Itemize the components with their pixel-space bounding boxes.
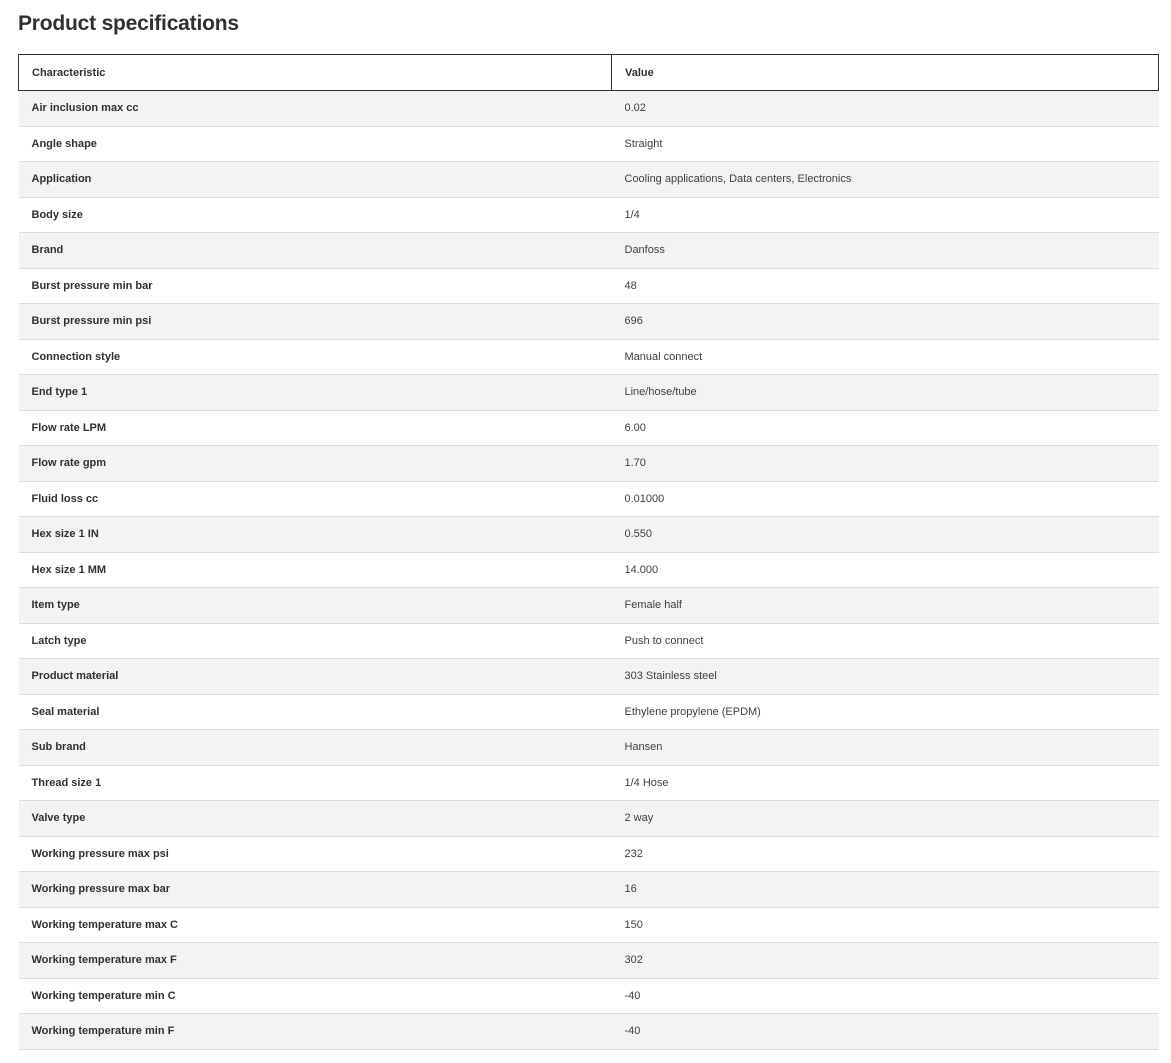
spec-characteristic: Application	[19, 162, 612, 198]
spec-value: Push to connect	[612, 623, 1159, 659]
table-row	[19, 126, 1159, 162]
spec-characteristic: Fluid loss cc	[19, 481, 612, 517]
spec-characteristic: Sub brand	[19, 730, 612, 766]
spec-value: 6.00	[612, 410, 1159, 446]
table-row	[19, 446, 1159, 482]
table-row	[19, 730, 1159, 766]
spec-value: 0.01000	[612, 481, 1159, 517]
spec-characteristic: Product material	[19, 659, 612, 695]
table-row	[19, 481, 1159, 517]
table-row	[19, 836, 1159, 872]
section-title: Product specifications	[18, 12, 239, 35]
spec-characteristic: Connection style	[19, 339, 612, 375]
table-row	[19, 552, 1159, 588]
spec-value: 150	[612, 907, 1159, 943]
spec-value: 1.70	[612, 446, 1159, 482]
spec-value: Line/hose/tube	[612, 375, 1159, 411]
spec-characteristic: Burst pressure min psi	[19, 304, 612, 340]
table-row	[19, 410, 1159, 446]
spec-characteristic: Working temperature max F	[19, 943, 612, 979]
spec-characteristic: Brand	[19, 233, 612, 269]
column-header-characteristic: Characteristic	[19, 55, 612, 91]
table-header	[19, 55, 1159, 91]
spec-characteristic: Seal material	[19, 694, 612, 730]
spec-value: 2 way	[612, 801, 1159, 837]
spec-value: Cooling applications, Data centers, Electronics	[612, 162, 1159, 198]
spec-characteristic: Thread size 1	[19, 765, 612, 801]
table-row	[19, 588, 1159, 624]
spec-value: 0.550	[612, 517, 1159, 553]
spec-characteristic: Working temperature max C	[19, 907, 612, 943]
spec-value: 48	[612, 268, 1159, 304]
spec-value: 232	[612, 836, 1159, 872]
spec-value: Ethylene propylene (EPDM)	[612, 694, 1159, 730]
table-row	[19, 1014, 1159, 1050]
table-row	[19, 162, 1159, 198]
spec-value: Manual connect	[612, 339, 1159, 375]
spec-value: 1/4	[612, 197, 1159, 233]
spec-value: -40	[612, 1014, 1159, 1050]
table-header-row	[19, 55, 1159, 91]
spec-characteristic: Working temperature min C	[19, 978, 612, 1014]
spec-value: Hansen	[612, 730, 1159, 766]
table-row	[19, 765, 1159, 801]
table-row	[19, 694, 1159, 730]
specifications-table	[18, 54, 1159, 1050]
table-row	[19, 233, 1159, 269]
table-row	[19, 623, 1159, 659]
table-row	[19, 91, 1159, 127]
spec-characteristic: Working pressure max psi	[19, 836, 612, 872]
table-row	[19, 872, 1159, 908]
table-row	[19, 907, 1159, 943]
spec-characteristic: Working pressure max bar	[19, 872, 612, 908]
table-row	[19, 304, 1159, 340]
spec-value: Female half	[612, 588, 1159, 624]
table-row	[19, 517, 1159, 553]
spec-characteristic: Valve type	[19, 801, 612, 837]
table-row	[19, 801, 1159, 837]
spec-value: 16	[612, 872, 1159, 908]
spec-characteristic: Body size	[19, 197, 612, 233]
spec-characteristic: Latch type	[19, 623, 612, 659]
spec-characteristic: Flow rate gpm	[19, 446, 612, 482]
spec-value: 14.000	[612, 552, 1159, 588]
spec-value: 696	[612, 304, 1159, 340]
spec-characteristic: Working temperature min F	[19, 1014, 612, 1050]
table-row	[19, 268, 1159, 304]
spec-characteristic: Hex size 1 MM	[19, 552, 612, 588]
table-row	[19, 659, 1159, 695]
spec-value: -40	[612, 978, 1159, 1014]
spec-characteristic: End type 1	[19, 375, 612, 411]
spec-characteristic: Flow rate LPM	[19, 410, 612, 446]
table-body	[19, 91, 1159, 1050]
spec-value: Danfoss	[612, 233, 1159, 269]
spec-value: 0.02	[612, 91, 1159, 127]
table-row	[19, 197, 1159, 233]
table-row	[19, 339, 1159, 375]
spec-characteristic: Hex size 1 IN	[19, 517, 612, 553]
spec-characteristic: Item type	[19, 588, 612, 624]
spec-characteristic: Angle shape	[19, 126, 612, 162]
spec-value: Straight	[612, 126, 1159, 162]
spec-characteristic: Air inclusion max cc	[19, 91, 612, 127]
spec-value: 1/4 Hose	[612, 765, 1159, 801]
table-row	[19, 375, 1159, 411]
column-header-value: Value	[612, 55, 1159, 91]
table-row	[19, 978, 1159, 1014]
table-row	[19, 943, 1159, 979]
spec-value: 302	[612, 943, 1159, 979]
spec-characteristic: Burst pressure min bar	[19, 268, 612, 304]
spec-value: 303 Stainless steel	[612, 659, 1159, 695]
